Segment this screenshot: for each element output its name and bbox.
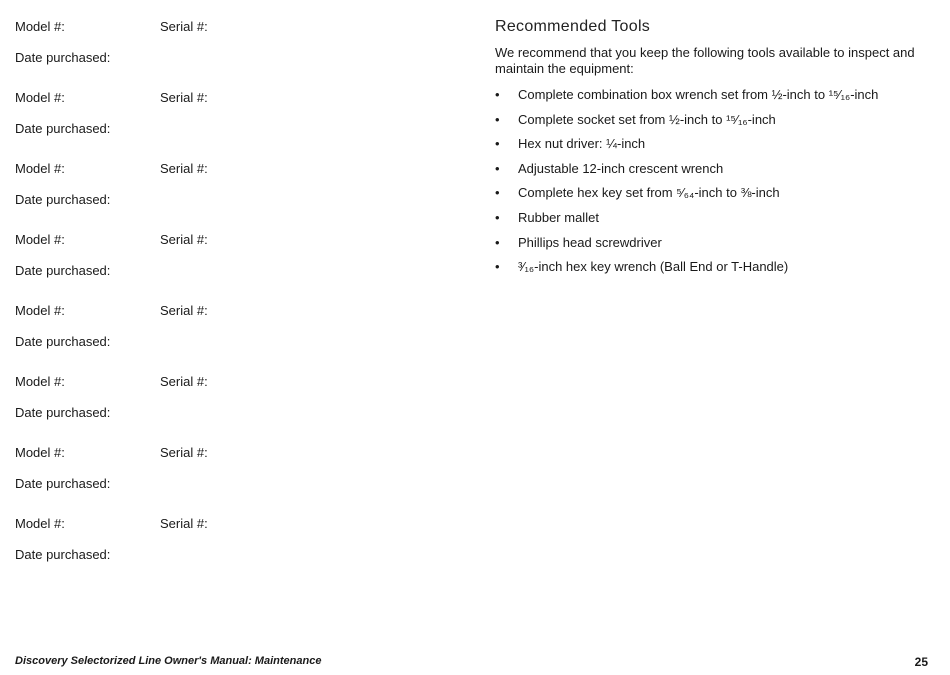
list-item xyxy=(495,87,925,112)
bullet-icon: • xyxy=(495,185,500,201)
tool-label: Phillips head screwdriver xyxy=(518,234,662,250)
bullet-icon: • xyxy=(495,136,500,152)
bullet-icon: • xyxy=(495,160,500,176)
model-number-label: Model #: xyxy=(15,374,65,389)
tool-label: Rubber mallet xyxy=(518,209,599,225)
list-item xyxy=(495,185,925,210)
date-purchased-label: Date purchased: xyxy=(15,192,111,207)
product-record-list xyxy=(15,19,455,587)
model-number-label: Model #: xyxy=(15,516,65,531)
tool-label: Adjustable 12-inch crescent wrench xyxy=(518,160,724,176)
product-record xyxy=(15,19,455,90)
product-record xyxy=(15,374,455,445)
date-purchased-label: Date purchased: xyxy=(15,405,111,420)
model-number-label: Model #: xyxy=(15,445,65,460)
date-purchased-label: Date purchased: xyxy=(15,547,111,562)
product-record xyxy=(15,161,455,232)
date-purchased-label: Date purchased: xyxy=(15,263,111,278)
serial-number-label: Serial #: xyxy=(160,90,208,105)
date-purchased-label: Date purchased: xyxy=(15,476,111,491)
model-number-label: Model #: xyxy=(15,232,65,247)
serial-number-label: Serial #: xyxy=(160,445,208,460)
serial-number-label: Serial #: xyxy=(160,303,208,318)
page-footer xyxy=(15,655,928,671)
serial-number-label: Serial #: xyxy=(160,19,208,34)
product-record xyxy=(15,445,455,516)
product-record xyxy=(15,232,455,303)
footer-title: Discovery Selectorized Line Owner's Manual: Maintenance xyxy=(15,655,322,667)
bullet-icon: • xyxy=(495,87,500,102)
date-purchased-label: Date purchased: xyxy=(15,121,111,136)
model-number-label: Model #: xyxy=(15,161,65,176)
product-record xyxy=(15,516,455,587)
product-record xyxy=(15,90,455,161)
serial-number-label: Serial #: xyxy=(160,161,208,176)
list-item xyxy=(495,161,925,186)
tool-label: Complete hex key set from ⁵⁄₆₄-inch to ⅜-inch xyxy=(518,185,780,201)
section-title: Recommended Tools xyxy=(495,18,651,35)
serial-number-label: Serial #: xyxy=(160,374,208,389)
list-item xyxy=(495,112,925,137)
bullet-icon: • xyxy=(495,209,500,225)
list-item xyxy=(495,259,925,284)
date-purchased-label: Date purchased: xyxy=(15,50,111,65)
recommended-tools-section xyxy=(495,17,925,284)
tool-label: ³⁄₁₆-inch hex key wrench (Ball End or T-Handle) xyxy=(518,259,789,275)
page-number: 25 xyxy=(914,655,928,669)
list-item xyxy=(495,136,925,161)
list-item xyxy=(495,235,925,260)
bullet-icon: • xyxy=(495,111,500,127)
tool-label: Complete socket set from ½-inch to ¹⁵⁄₁₆-inch xyxy=(518,111,776,127)
model-number-label: Model #: xyxy=(15,19,65,34)
section-intro: We recommend that you keep the following tools available to inspect and maintain the equipment: xyxy=(495,45,915,76)
bullet-icon: • xyxy=(495,259,500,275)
date-purchased-label: Date purchased: xyxy=(15,334,111,349)
model-number-label: Model #: xyxy=(15,303,65,318)
serial-number-label: Serial #: xyxy=(160,516,208,531)
bullet-icon: • xyxy=(495,234,500,250)
tools-list xyxy=(495,87,925,284)
model-number-label: Model #: xyxy=(15,90,65,105)
list-item xyxy=(495,210,925,235)
product-record xyxy=(15,303,455,374)
tool-label: Complete combination box wrench set from ½-inch to ¹⁵⁄₁₆-inch xyxy=(518,87,879,102)
serial-number-label: Serial #: xyxy=(160,232,208,247)
tool-label: Hex nut driver: ¼-inch xyxy=(518,136,646,152)
